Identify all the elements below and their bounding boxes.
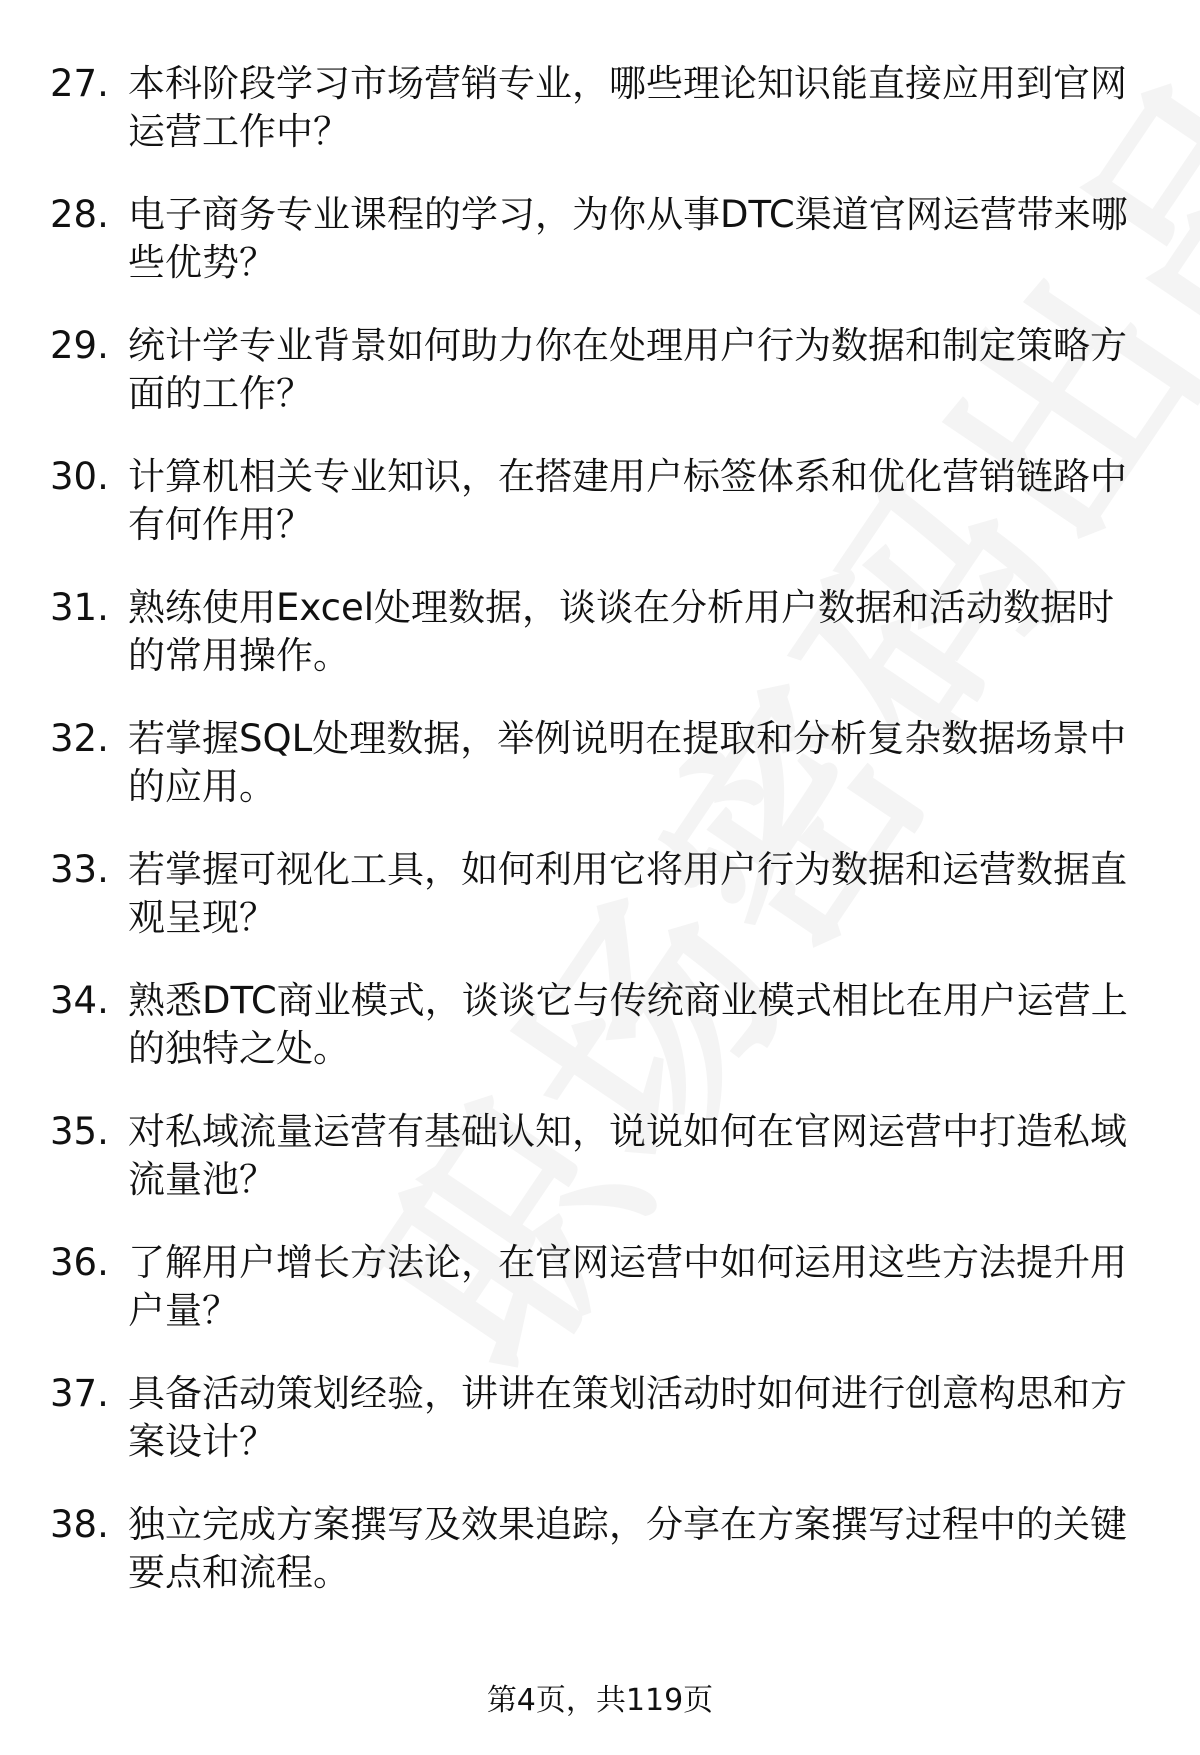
question-item bbox=[50, 191, 1150, 287]
question-item bbox=[50, 1370, 1150, 1466]
question-number: 37. bbox=[50, 1372, 109, 1415]
question-text: 了解用户增长方法论，在官网运营中如何运用这些方法提升用户量？ bbox=[128, 1241, 1127, 1332]
question-text: 具备活动策划经验，讲讲在策划活动时如何进行创意构思和方案设计？ bbox=[128, 1372, 1127, 1463]
question-item bbox=[50, 322, 1150, 418]
question-number: 27. bbox=[50, 62, 109, 105]
question-item bbox=[50, 715, 1150, 811]
page-number-footer: 第4页，共119页 bbox=[486, 1683, 714, 1718]
question-number: 34. bbox=[50, 979, 109, 1022]
question-text: 熟悉DTC商业模式，谈谈它与传统商业模式相比在用户运营上的独特之处。 bbox=[128, 979, 1128, 1070]
question-number: 35. bbox=[50, 1110, 109, 1153]
question-text: 统计学专业背景如何助力你在处理用户行为数据和制定策略方面的工作？ bbox=[128, 324, 1127, 415]
question-item bbox=[50, 1239, 1150, 1335]
question-item bbox=[50, 1108, 1150, 1204]
question-number: 32. bbox=[50, 717, 109, 760]
question-text: 对私域流量运营有基础认知，说说如何在官网运营中打造私域流量池？ bbox=[128, 1110, 1127, 1201]
question-item bbox=[50, 977, 1150, 1073]
question-text: 若掌握SQL处理数据，举例说明在提取和分析复杂数据场景中的应用。 bbox=[128, 717, 1127, 808]
question-number: 38. bbox=[50, 1503, 109, 1546]
question-number: 28. bbox=[50, 193, 109, 236]
question-item bbox=[50, 60, 1150, 156]
question-number: 31. bbox=[50, 586, 109, 629]
question-number: 33. bbox=[50, 848, 109, 891]
question-text: 电子商务专业课程的学习，为你从事DTC渠道官网运营带来哪些优势？ bbox=[128, 193, 1128, 284]
question-number: 30. bbox=[50, 455, 109, 498]
question-text: 熟练使用Excel处理数据，谈谈在分析用户数据和活动数据时的常用操作。 bbox=[128, 586, 1115, 677]
question-text: 若掌握可视化工具，如何利用它将用户行为数据和运营数据直观呈现？ bbox=[128, 848, 1127, 939]
question-item bbox=[50, 846, 1150, 942]
question-list bbox=[50, 60, 1150, 1632]
question-item bbox=[50, 1501, 1150, 1597]
question-text: 独立完成方案撰写及效果追踪，分享在方案撰写过程中的关键要点和流程。 bbox=[128, 1503, 1127, 1594]
question-item bbox=[50, 453, 1150, 549]
question-item bbox=[50, 584, 1150, 680]
question-text: 计算机相关专业知识，在搭建用户标签体系和优化营销链路中有何作用？ bbox=[128, 455, 1127, 546]
question-number: 29. bbox=[50, 324, 109, 367]
question-number: 36. bbox=[50, 1241, 109, 1284]
question-text: 本科阶段学习市场营销专业，哪些理论知识能直接应用到官网运营工作中？ bbox=[128, 62, 1127, 153]
